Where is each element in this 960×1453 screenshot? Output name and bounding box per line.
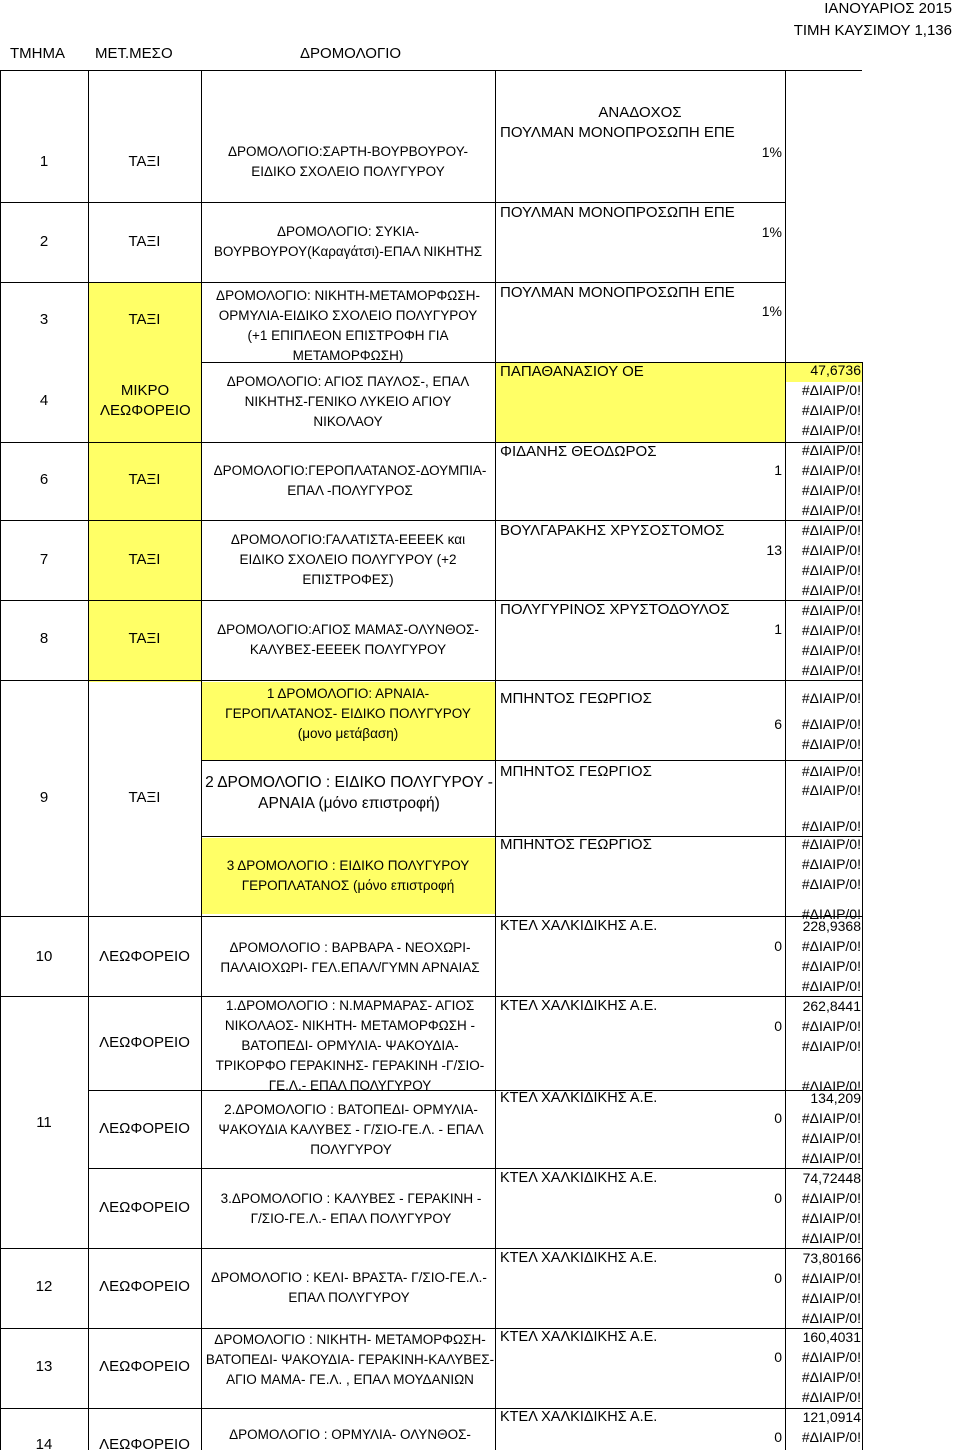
header-vehicle: ΜΕΤ.ΜΕΣΟ [95, 45, 173, 62]
error-value: #ΔΙΑΙΡ/0! [801, 1210, 861, 1226]
row-vehicle: ΛΕΩΦΟΡΕΙΟ [99, 1199, 190, 1216]
grid-line [201, 70, 202, 1450]
percent-value: 1% [761, 224, 782, 240]
row-vehicle: ΛΕΩΦΟΡΕΙΟ [99, 1358, 190, 1375]
row-num: 3 [39, 311, 49, 328]
row-num: 2 [39, 233, 49, 250]
price-value: 262,8441 [802, 998, 861, 1014]
error-value: #ΔΙΑΙΡ/0! [801, 1078, 861, 1094]
error-value: #ΔΙΑΙΡ/0! [801, 482, 861, 498]
error-value: #ΔΙΑΙΡ/0! [801, 582, 861, 598]
row-vehicle: ΛΕΩΦΟΡΕΙΟ [99, 1120, 190, 1137]
route-text: 2 ΔΡΟΜΟΛΟΓΙΟ : ΕΙΔΙΚΟ ΠΟΛΥΓΥΡΟΥ - ΑΡΝΑΙΑ (μόνο επιστροφή) [205, 774, 493, 812]
grid-line [201, 760, 862, 761]
error-value: #ΔΙΑΙΡ/0! [801, 818, 861, 834]
contractor-name: ΚΤΕΛ ΧΑΛΚΙΔΙΚΗΣ Α.Ε. [500, 1250, 658, 1266]
route-text: 2.ΔΡΟΜΟΛΟΓΙΟ : ΒΑΤΟΠΕΔΙ- ΟΡΜΥΛΙΑ-ΨΑΚΟΥΔΙΑ ΚΑΛΥΒΕΣ - Γ/ΣΙΟ-ΓΕ.Λ. - ΕΠΑΛ ΠΟΛΥΓΥΡΟΥ [218, 1102, 484, 1157]
error-value: #ΔΙΑΙΡ/0! [801, 716, 861, 732]
error-value: #ΔΙΑΙΡ/0! [801, 422, 861, 438]
row-vehicle: ΛΕΩΦΟΡΕΙΟ [99, 1278, 190, 1295]
row-vehicle: ΜΙΚΡΟ ΛΕΩΦΟΡΕΙΟ [100, 382, 191, 419]
error-value: #ΔΙΑΙΡ/0! [801, 382, 861, 398]
grid-line [88, 1168, 862, 1169]
grid-line [0, 282, 785, 283]
error-value: #ΔΙΑΙΡ/0! [801, 906, 861, 922]
contractor-name: ΠΟΛΥΓΥΡΙΝΟΣ ΧΡΥΣΤΟΔΟΥΛΟΣ [500, 601, 730, 618]
qty-value: 1 [774, 621, 782, 637]
error-value: #ΔΙΑΙΡ/0! [801, 782, 861, 798]
grid-line [0, 70, 862, 71]
error-value: #ΔΙΑΙΡ/0! [801, 1310, 861, 1326]
fuel-price-label: ΤΙΜΗ ΚΑΥΣΙΜΟΥ 1,136 [793, 22, 952, 39]
error-value: #ΔΙΑΙΡ/0! [801, 542, 861, 558]
row-num: 9 [39, 789, 49, 806]
error-value: #ΔΙΑΙΡ/0! [801, 1018, 861, 1034]
row-num: 6 [39, 471, 49, 488]
error-value: #ΔΙΑΙΡ/0! [801, 462, 861, 478]
qty-value: 1 [774, 462, 782, 478]
error-value: #ΔΙΑΙΡ/0! [801, 642, 861, 658]
error-value: #ΔΙΑΙΡ/0! [801, 763, 861, 779]
error-value: #ΔΙΑΙΡ/0! [801, 1389, 861, 1405]
error-value: #ΔΙΑΙΡ/0! [801, 1038, 861, 1054]
header-contractor: ΑΝΑΔΟΧΟΣ [598, 104, 682, 121]
row-vehicle: ΤΑΞΙ [128, 630, 161, 647]
contractor-name: ΠΟΥΛΜΑΝ ΜΟΝΟΠΡΟΣΩΠΗ ΕΠΕ [500, 204, 735, 221]
error-value: #ΔΙΑΙΡ/0! [801, 502, 861, 518]
error-value: #ΔΙΑΙΡ/0! [801, 736, 861, 752]
row-vehicle: ΤΑΞΙ [128, 471, 161, 488]
qty-value: 0 [774, 1429, 782, 1445]
grid-line [0, 1408, 862, 1409]
row-vehicle: ΛΕΩΦΟΡΕΙΟ [99, 948, 190, 965]
error-value: #ΔΙΑΙΡ/0! [801, 1429, 861, 1445]
price-value: 47,6736 [810, 362, 861, 378]
row-vehicle: ΛΕΩΦΟΡΕΙΟ [99, 1034, 190, 1051]
grid-line [88, 70, 89, 1450]
route-text: ΔΡΟΜΟΛΟΓΙΟ:ΑΓΙΟΣ ΜΑΜΑΣ-ΟΛΥΝΘΟΣ-ΚΑΛΥΒΕΣ-ΕΕΕΕΚ ΠΟΛΥΓΥΡΟΥ [217, 622, 479, 657]
contractor-name: ΜΠΗΝΤΟΣ ΓΕΩΡΓΙΟΣ [500, 763, 652, 780]
row-vehicle: ΤΑΞΙ [128, 311, 161, 328]
contractor-name: ΠΟΥΛΜΑΝ ΜΟΝΟΠΡΟΣΩΠΗ ΕΠΕ [500, 124, 735, 141]
contractor-name: ΚΤΕΛ ΧΑΛΚΙΔΙΚΗΣ Α.Ε. [500, 918, 658, 934]
route-text: ΔΡΟΜΟΛΟΓΙΟ : ΒΑΡΒΑΡΑ - ΝΕΟΧΩΡΙ-ΠΑΛΑΙΟΧΩΡΙ- ΓΕΛ.ΕΠΑΛ/ΓΥΜΝ ΑΡΝΑΙΑΣ [220, 940, 480, 975]
route-text: ΔΡΟΜΟΛΟΓΙΟ:ΣΑΡΤΗ-ΒΟΥΡΒΟΥΡΟΥ-ΕΙΔΙΚΟ ΣΧΟΛΕΙΟ ΠΟΛΥΓΥΡΟΥ [227, 144, 469, 179]
error-value: #ΔΙΑΙΡ/0! [801, 1369, 861, 1385]
price-value: 160,4031 [802, 1329, 861, 1345]
contractor-name: ΠΑΠΑΘΑΝΑΣΙΟΥ ΟΕ [500, 363, 644, 380]
error-value: #ΔΙΑΙΡ/0! [801, 958, 861, 974]
error-value: #ΔΙΑΙΡ/0! [801, 690, 861, 706]
grid-line [0, 520, 862, 521]
route-text: ΔΡΟΜΟΛΟΓΙΟ: ΣΥΚΙΑ-ΒΟΥΡΒΟΥΡΟΥ(Καραγάτσι)-ΕΠΑΛ ΝΙΚΗΤΗΣ [213, 224, 483, 259]
grid-line [495, 70, 496, 1450]
error-value: #ΔΙΑΙΡ/0! [801, 856, 861, 872]
row-num: 12 [35, 1278, 53, 1295]
grid-line [0, 916, 862, 917]
route-text: ΔΡΟΜΟΛΟΓΙΟ:ΓΑΛΑΤΙΣΤΑ-ΕΕΕΕΚ και ΕΙΔΙΚΟ ΣΧΟΛΕΙΟ ΠΟΛΥΓΥΡΟΥ (+2 ΕΠΙΣΤΡΟΦΕΣ) [230, 532, 466, 587]
row-vehicle: ΤΑΞΙ [128, 233, 161, 250]
error-value: #ΔΙΑΙΡ/0! [801, 938, 861, 954]
route-text: ΔΡΟΜΟΛΟΓΙΟ : ΝΙΚΗΤΗ- ΜΕΤΑΜΟΡΦΩΣΗ-ΒΑΤΟΠΕΔΙ- ΨΑΚΟΥΔΙΑ- ΓΕΡΑΚΙΝΗ-ΚΑΛΥΒΕΣ- ΑΓΙΟ ΜΑΜΑ- ΓΕ.Λ. , ΕΠΑΛ ΜΟΥΔΑΝΙΩΝ [205, 1332, 495, 1387]
grid-line [0, 70, 1, 1450]
contractor-name: ΚΤΕΛ ΧΑΛΚΙΔΙΚΗΣ Α.Ε. [500, 1170, 658, 1186]
error-value: #ΔΙΑΙΡ/0! [801, 402, 861, 418]
header-section: ΤΜΗΜΑ [10, 45, 65, 62]
grid-line [862, 362, 863, 1450]
header-route: ΔΡΟΜΟΛΟΓΙΟ [300, 45, 402, 62]
qty-value: 0 [774, 1270, 782, 1286]
error-value: #ΔΙΑΙΡ/0! [801, 1230, 861, 1246]
grid-line [0, 600, 862, 601]
price-value: 134,209 [810, 1090, 861, 1106]
row-num: 4 [39, 392, 49, 409]
row-vehicle: ΛΕΩΦΟΡΕΙΟ [99, 1436, 190, 1453]
error-value: #ΔΙΑΙΡ/0! [801, 876, 861, 892]
row-vehicle: ΤΑΞΙ [128, 153, 161, 170]
error-value: #ΔΙΑΙΡ/0! [801, 1130, 861, 1146]
contractor-name: ΒΟΥΛΓΑΡΑΚΗΣ ΧΡΥΣΟΣΤΟΜΟΣ [500, 522, 725, 539]
row-num: 8 [39, 630, 49, 647]
error-value: #ΔΙΑΙΡ/0! [801, 1150, 861, 1166]
row-num: 14 [35, 1436, 53, 1453]
price-value: 121,0914 [802, 1409, 861, 1425]
contractor-name: ΚΤΕΛ ΧΑΛΚΙΔΙΚΗΣ Α.Ε. [500, 1090, 658, 1106]
error-value: #ΔΙΑΙΡ/0! [801, 442, 861, 458]
row-vehicle: ΤΑΞΙ [128, 551, 161, 568]
price-value: 228,9368 [802, 918, 861, 934]
error-value: #ΔΙΑΙΡ/0! [801, 1270, 861, 1286]
route-text: 1 ΔΡΟΜΟΛΟΓΙΟ: ΑΡΝΑΙΑ-ΓΕΡΟΠΛΑΤΑΝΟΣ- ΕΙΔΙΚΟ ΠΟΛΥΓΥΡΟΥ (μονο μετάβαση) [225, 686, 471, 741]
period-label: ΙΑΝΟΥΑΡΙΟΣ 2015 [824, 0, 952, 17]
grid-line [0, 1328, 862, 1329]
grid-line [0, 1248, 862, 1249]
route-text: ΔΡΟΜΟΛΟΓΙΟ : ΟΡΜΥΛΙΑ- ΟΛΥΝΘΟΣ- [229, 1427, 471, 1442]
row-vehicle: ΤΑΞΙ [128, 789, 161, 806]
error-value: #ΔΙΑΙΡ/0! [801, 522, 861, 538]
error-value: #ΔΙΑΙΡ/0! [801, 1290, 861, 1306]
contractor-name: ΠΟΥΛΜΑΝ ΜΟΝΟΠΡΟΣΩΠΗ ΕΠΕ [500, 284, 735, 301]
route-text: 1.ΔΡΟΜΟΛΟΓΙΟ : Ν.ΜΑΡΜΑΡΑΣ- ΑΓΙΟΣ ΝΙΚΟΛΑΟΣ- ΝΙΚΗΤΗ- ΜΕΤΑΜΟΡΦΩΣΗ - ΒΑΤΟΠΕΔΙ- ΟΡΜΥΛΙΑ- ΨΑΚΟΥΔΙΑ-ΤΡΙΚΟΡΦΟ ΓΕΡΑΚΙΝΗΣ- ΓΕΡΑΚΙΝΗ -Γ/ΣΙΟ-ΓΕ.Λ.- ΕΠΑΛ ΠΟΛΥΓΥΡΟΥ [215, 998, 485, 1093]
price-value: 73,80166 [802, 1250, 861, 1266]
percent-value: 1% [761, 144, 782, 160]
route-text: ΔΡΟΜΟΛΟΓΙΟ:ΓΕΡΟΠΛΑΤΑΝΟΣ-ΔΟΥΜΠΙΑ-ΕΠΑΛ -ΠΟΛΥΓΥΡΟΣ [213, 463, 487, 498]
error-value: #ΔΙΑΙΡ/0! [801, 1190, 861, 1206]
route-text: ΔΡΟΜΟΛΟΓΙΟ: ΑΓΙΟΣ ΠΑΥΛΟΣ-, ΕΠΑΛ ΝΙΚΗΤΗΣ-ΓΕΝΙΚΟ ΛΥΚΕΙΟ ΑΓΙΟΥ ΝΙΚΟΛΑΟΥ [226, 374, 470, 429]
qty-value: 13 [766, 542, 782, 558]
row-num: 7 [39, 551, 49, 568]
qty-value: 6 [774, 716, 782, 732]
qty-value: 0 [774, 1349, 782, 1365]
row-num: 10 [35, 948, 53, 965]
row-num: 13 [35, 1358, 53, 1375]
contractor-name: ΜΠΗΝΤΟΣ ΓΕΩΡΓΙΟΣ [500, 690, 652, 707]
contractor-name: ΚΤΕΛ ΧΑΛΚΙΔΙΚΗΣ Α.Ε. [500, 998, 658, 1014]
grid-line [0, 680, 862, 681]
row-num: 1 [39, 153, 49, 170]
route-text: 3 ΔΡΟΜΟΛΟΓΙΟ : ΕΙΔΙΚΟ ΠΟΛΥΓΥΡΟΥ ΓΕΡΟΠΛΑΤΑΝΟΣ (μόνο επιστροφή [226, 858, 470, 893]
qty-value: 0 [774, 1110, 782, 1126]
contractor-name: ΚΤΕΛ ΧΑΛΚΙΔΙΚΗΣ Α.Ε. [500, 1409, 658, 1425]
grid-line [0, 442, 862, 443]
error-value: #ΔΙΑΙΡ/0! [801, 622, 861, 638]
percent-value: 1% [761, 303, 782, 319]
contractor-name: ΜΠΗΝΤΟΣ ΓΕΩΡΓΙΟΣ [500, 836, 652, 853]
contractor-name: ΦΙΔΑΝΗΣ ΘΕΟΔΩΡΟΣ [500, 443, 657, 460]
route-text: ΔΡΟΜΟΛΟΓΙΟ: ΝΙΚΗΤΗ-ΜΕΤΑΜΟΡΦΩΣΗ-ΟΡΜΥΛΙΑ-ΕΙΔΙΚΟ ΣΧΟΛΕΙΟ ΠΟΛΥΓΥΡΟΥ (+1 ΕΠΙΠΛΕΟΝ ΕΠΙΣΤΡΟΦΗ ΓΙΑ ΜΕΤΑΜΟΡΦΩΣΗ) [216, 288, 480, 363]
grid-line [0, 202, 785, 203]
error-value: #ΔΙΑΙΡ/0! [801, 602, 861, 618]
qty-value: 0 [774, 938, 782, 954]
contractor-name: ΚΤΕΛ ΧΑΛΚΙΔΙΚΗΣ Α.Ε. [500, 1329, 658, 1345]
error-value: #ΔΙΑΙΡ/0! [801, 1110, 861, 1126]
qty-value: 0 [774, 1190, 782, 1206]
price-value: 74,72448 [802, 1170, 861, 1186]
qty-value: 0 [774, 1018, 782, 1034]
error-value: #ΔΙΑΙΡ/0! [801, 662, 861, 678]
route-text: ΔΡΟΜΟΛΟΓΙΟ : ΚΕΛΙ- ΒΡΑΣΤΑ- Γ/ΣΙΟ-ΓΕ.Λ.-ΕΠΑΛ ΠΟΛΥΓΥΡΟΥ [211, 1270, 487, 1305]
row-num: 11 [36, 1114, 52, 1131]
error-value: #ΔΙΑΙΡ/0! [801, 836, 861, 852]
error-value: #ΔΙΑΙΡ/0! [801, 978, 861, 994]
error-value: #ΔΙΑΙΡ/0! [801, 562, 861, 578]
route-text: 3.ΔΡΟΜΟΛΟΓΙΟ : ΚΑΛΥΒΕΣ - ΓΕΡΑΚΙΝΗ - Γ/ΣΙΟ-ΓΕ.Λ.- ΕΠΑΛ ΠΟΛΥΓΥΡΟΥ [220, 1191, 482, 1226]
error-value: #ΔΙΑΙΡ/0! [801, 1349, 861, 1365]
